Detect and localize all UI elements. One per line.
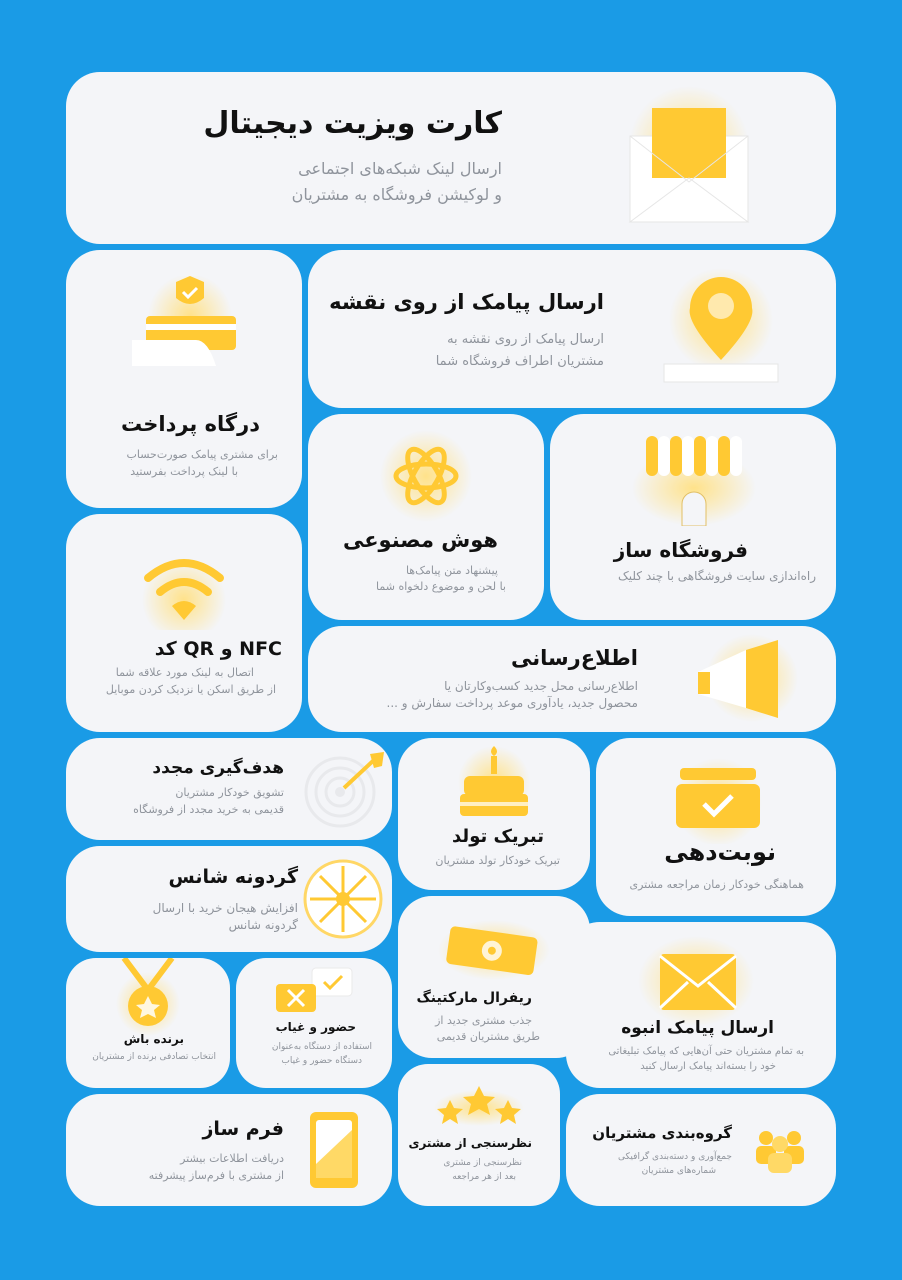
card-be-winner (66, 958, 230, 1088)
card-desc-line1: برای مشتری پیامک صورت‌حساب (126, 448, 278, 461)
ticket-icon (438, 920, 550, 980)
card-customer-grouping (566, 1094, 836, 1206)
card-notification (308, 626, 836, 732)
card-desc-line1: دریافت اطلاعات بیشتر (180, 1152, 284, 1165)
card-desc-line2: با لحن و موضوع دلخواه شما (376, 580, 506, 593)
card-desc-line1: اطلاع‌رسانی محل جدید کسب‌وکارتان یا (444, 679, 638, 693)
card-title: NFC و QR کد (154, 638, 282, 660)
card-desc-line1: به تمام مشتریان حتی آن‌هایی که پیامک تبلیغاتی (608, 1046, 804, 1057)
card-referral (398, 896, 590, 1058)
card-desc-line2: بعد از هر مراجعه (452, 1172, 516, 1182)
card-form-builder (66, 1094, 392, 1206)
mail-icon (638, 936, 754, 1026)
card-map-sms (308, 250, 836, 408)
card-desc-line2: گردونه شانس (228, 918, 298, 932)
card-desc-line1: ارسال لینک شبکه‌های اجتماعی (298, 159, 502, 178)
card-title: ارسال پیامک از روی نقشه (329, 290, 604, 314)
card-retargeting (66, 738, 392, 840)
card-shop-builder (550, 414, 836, 620)
card-desc-line1: اتصال به لینک مورد علاقه شما (115, 666, 254, 679)
storefront-icon (632, 430, 756, 526)
card-desc-line2: قدیمی به خرید مجدد از فروشگاه (133, 803, 284, 816)
medal-icon (106, 958, 190, 1036)
card-title: حضور و غیاب (275, 1020, 356, 1034)
card-payment-gateway (66, 250, 302, 508)
card-title: نظرسنجی از مشتری (408, 1136, 532, 1150)
card-desc-line1: تبریک خودکار تولد مشتریان (435, 854, 560, 867)
card-title: اطلاع‌رسانی (510, 646, 638, 670)
calendar-check-icon (666, 758, 770, 844)
wifi-icon (136, 550, 232, 630)
card-title: هوش مصنوعی (342, 528, 498, 552)
card-title: درگاه پرداخت (121, 412, 260, 436)
card-desc-line2: و لوکیشن فروشگاه به مشتریان (291, 185, 502, 204)
card-desc-line1: پیشنهاد متن پیامک‌ها (405, 564, 498, 577)
users-icon (752, 1120, 808, 1176)
card-title: گروه‌بندی مشتریان (592, 1124, 732, 1142)
card-nfc-qr (66, 514, 302, 732)
card-title: تبریک تولد (452, 826, 544, 847)
card-desc-line2: مشتریان اطراف فروشگاه شما (435, 354, 604, 369)
card-title: فروشگاه ساز (613, 538, 748, 562)
card-desc-line1: راه‌اندازی سایت فروشگاهی با چند کلیک (617, 569, 816, 583)
card-title: ارسال پیامک انبوه (621, 1018, 774, 1038)
card-title: هدف‌گیری مجدد (152, 758, 284, 778)
card-desc-line2: خود را بسته‌اند پیامک ارسال کنید (640, 1061, 776, 1072)
card-desc-line2: محصول جدید، یادآوری موعد پرداخت سفارش و ... (386, 696, 638, 710)
megaphone-icon (690, 632, 800, 726)
card-ai (308, 414, 544, 620)
card-desc-line2: با لینک پرداخت بفرستید (130, 465, 238, 478)
card-title: فرم ساز (202, 1118, 284, 1140)
card-desc-line1: جذب مشتری جدید از (435, 1014, 532, 1027)
card-desc-line2: از مشتری با فرم‌ساز پیشرفته (148, 1169, 284, 1182)
card-attendance (236, 958, 392, 1088)
cake-icon (456, 746, 532, 822)
card-title: نوبت‌دهی (664, 838, 776, 866)
card-desc-line2: از طریق اسکن یا نزدیک کردن موبایل (105, 683, 276, 696)
card-title: گردونه شانس (168, 866, 298, 888)
card-desc-line1: هماهنگی خودکار زمان مراجعه مشتری (629, 878, 804, 891)
card-birthday (398, 738, 590, 890)
stars-icon (434, 1082, 524, 1126)
card-appointment (596, 738, 836, 916)
card-title: کارت ویزیت دیجیتال (203, 106, 502, 141)
card-lucky-wheel (66, 846, 392, 952)
card-digital-business-card (66, 72, 836, 244)
form-icon (304, 1108, 364, 1192)
chat-check-icon (272, 966, 356, 1020)
card-desc-line1: جمع‌آوری و دسته‌بندی گرافیکی (617, 1152, 732, 1162)
card-desc-line2: طریق مشتریان قدیمی (436, 1030, 540, 1043)
card-desc-line1: نظرسنجی از مشتری (443, 1158, 522, 1168)
card-survey (398, 1064, 560, 1206)
card-desc-line1: تشویق خودکار مشتریان (175, 786, 284, 799)
map-pin-icon (656, 264, 786, 394)
target-icon (300, 746, 390, 832)
card-desc-line1: انتخاب تصادفی برنده از مشتریان (92, 1052, 216, 1062)
card-shield-icon (126, 276, 246, 376)
card-title: ریفرال مارکتینگ (416, 990, 532, 1006)
card-desc-line1: ارسال پیامک از روی نقشه به (447, 332, 604, 347)
envelope-icon (614, 86, 764, 236)
wheel-icon (302, 858, 384, 940)
card-desc-line2: دستگاه حضور و غیاب (281, 1056, 362, 1066)
card-bulk-sms (566, 922, 836, 1088)
card-desc-line2: شماره‌های مشتریان (641, 1166, 716, 1176)
card-desc-line1: افزایش هیجان خرید با ارسال (152, 901, 298, 915)
ai-knot-icon (380, 430, 472, 522)
card-title: برنده باش (123, 1032, 184, 1046)
card-desc-line1: استفاده از دستگاه به‌عنوان (271, 1042, 372, 1052)
